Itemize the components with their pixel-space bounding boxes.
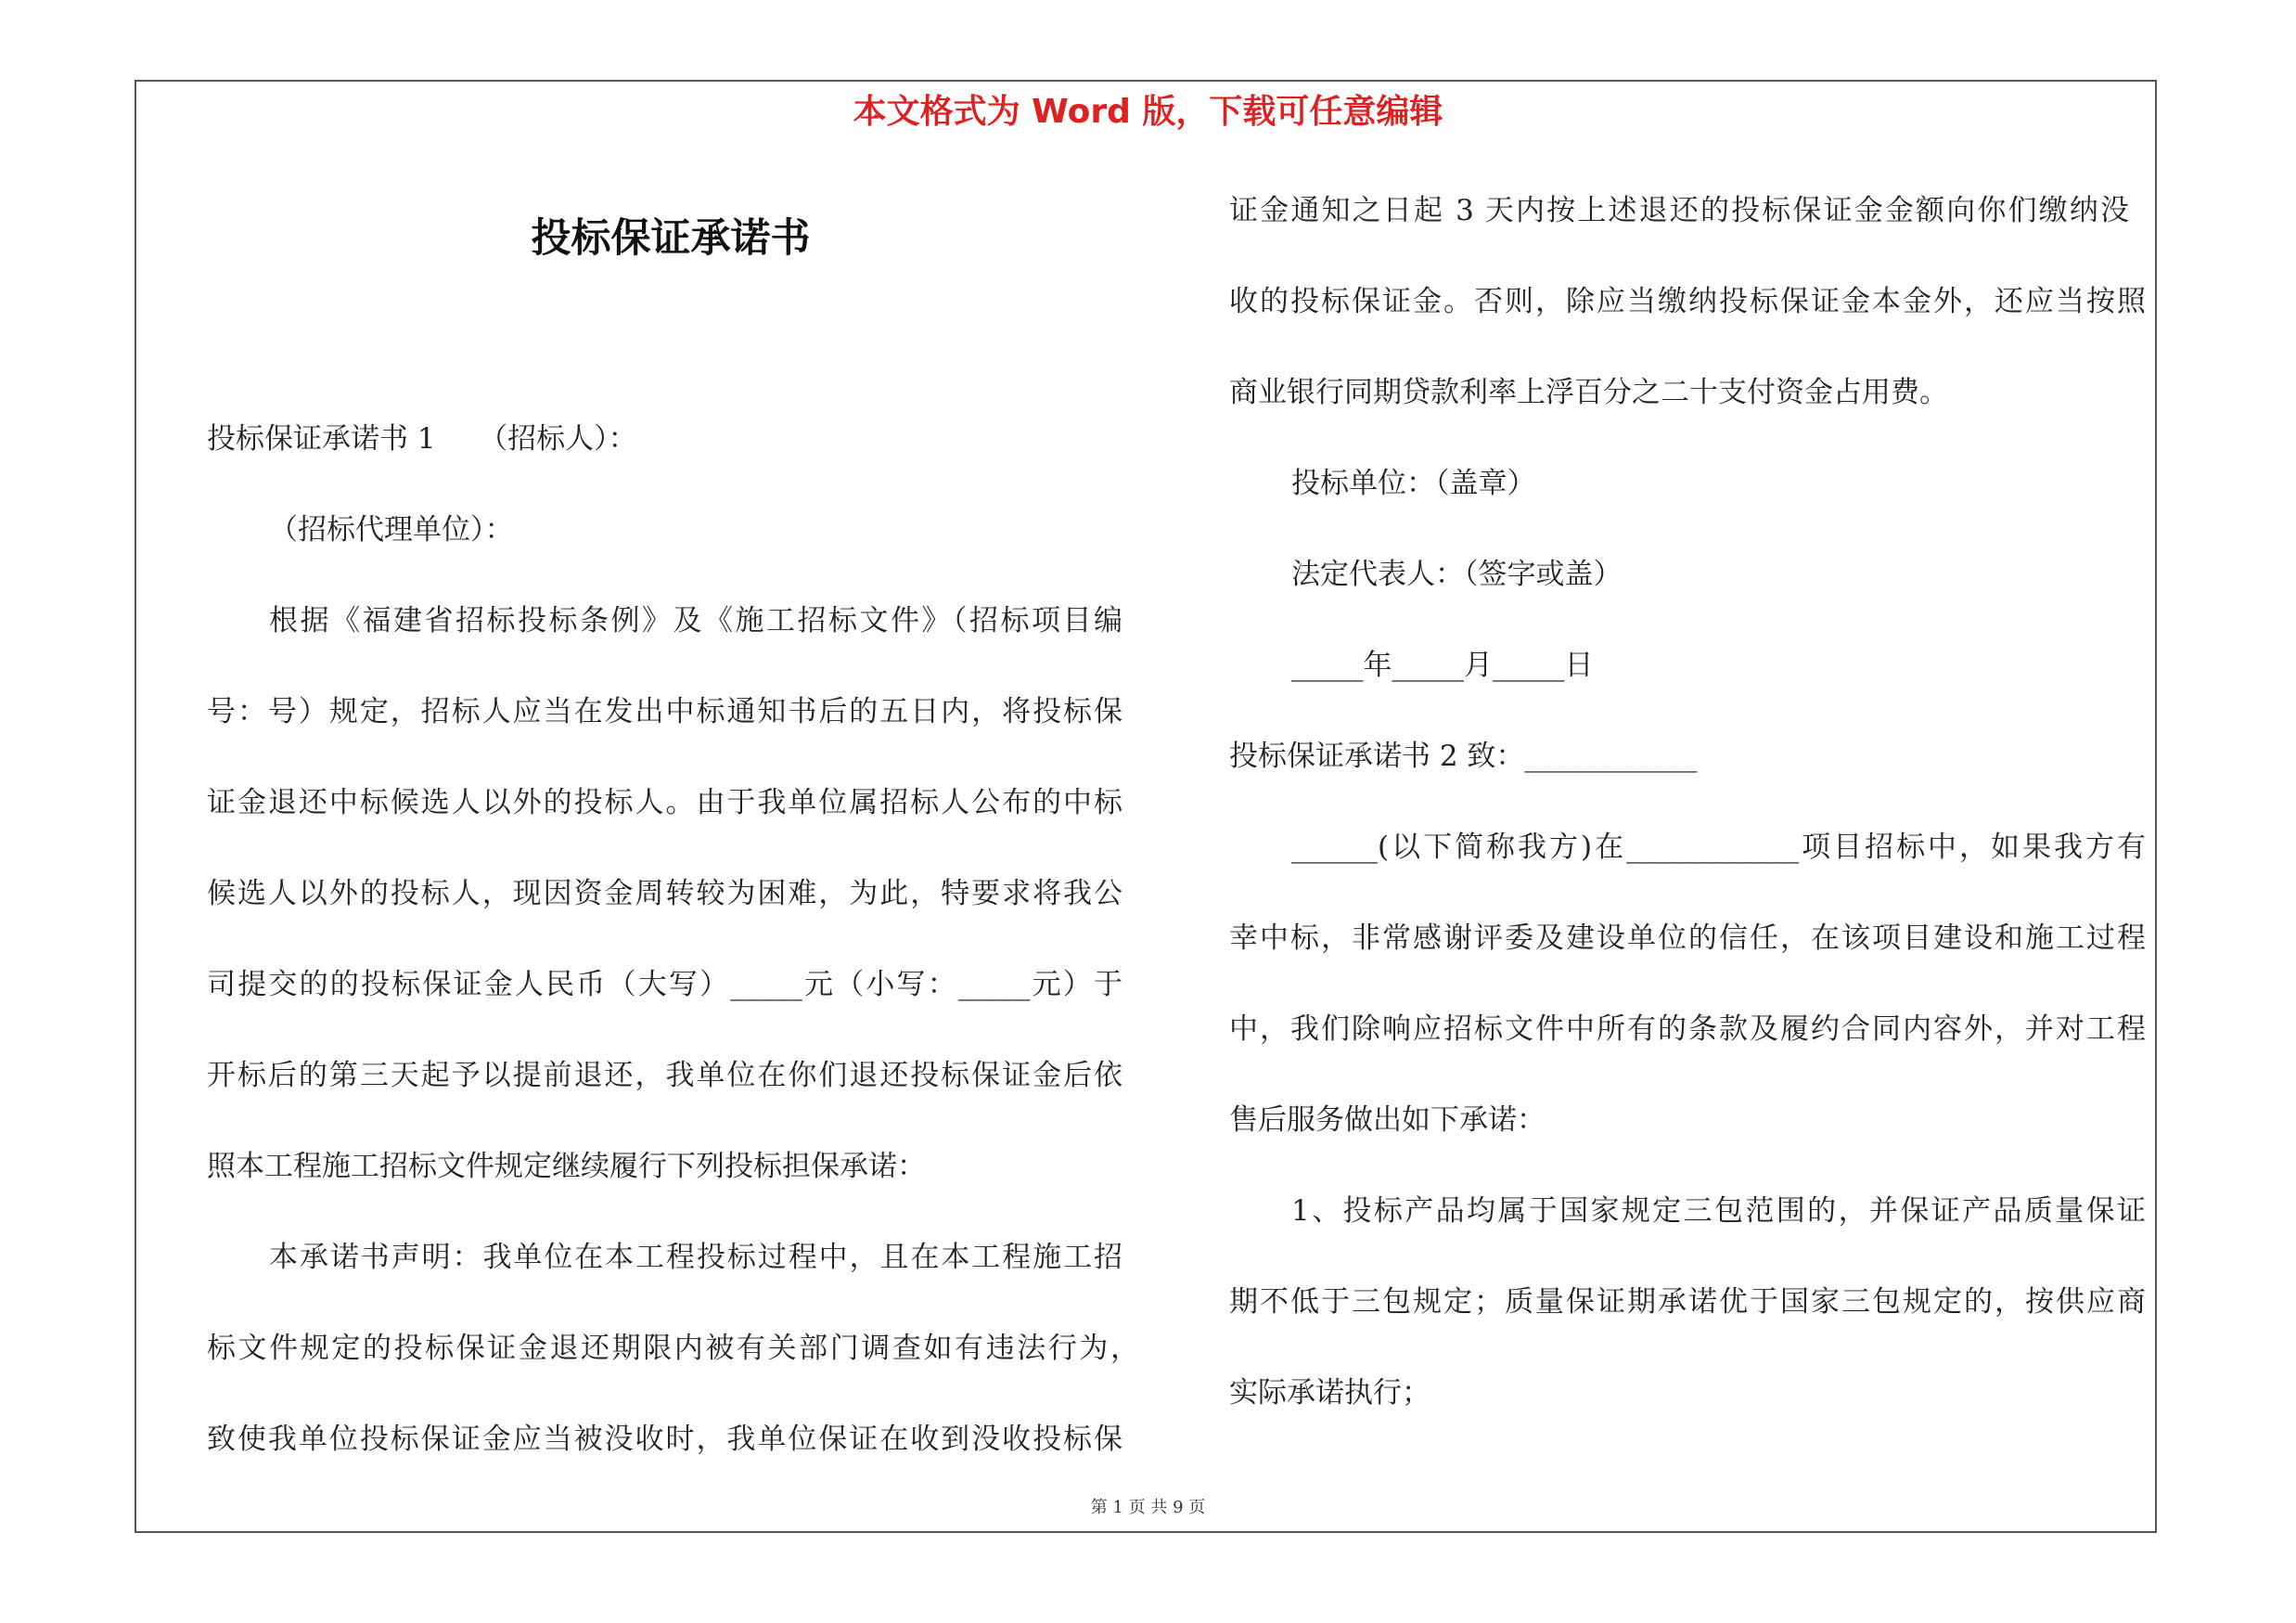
right-line-8: ______(以下简称我方)在____________项目招标中，如果我方有 xyxy=(1291,831,2146,864)
left-line-3: 根据《福建省招标投标条例》及《施工招标文件》（招标项目编 xyxy=(269,604,1122,638)
right-line-3: 商业银行同期贷款利率上浮百分之二十支付资金占用费。 xyxy=(1229,376,1948,409)
left-line-6: 候选人以外的投标人，现因资金周转较为困难，为此，特要求将我公 xyxy=(207,877,1122,910)
right-line-10: 中，我们除响应招标文件中所有的条款及履约合同内容外，并对工程 xyxy=(1229,1012,2146,1046)
left-line-10: 本承诺书声明：我单位在本工程投标过程中，且在本工程施工招 xyxy=(269,1241,1122,1274)
left-line-2: （招标代理单位）： xyxy=(269,513,514,547)
format-banner: 本文格式为 Word 版，下载可任意编辑 xyxy=(853,93,1443,131)
document-title: 投标保证承诺书 xyxy=(531,215,811,262)
page-footer: 第 1 页 共 9 页 xyxy=(1090,1498,1206,1517)
left-line-8: 开标后的第三天起予以提前退还，我单位在你们退还投标保证金后依 xyxy=(207,1059,1122,1092)
left-line-11: 标文件规定的投标保证金退还期限内被有关部门调查如有违法行为， xyxy=(207,1332,1139,1365)
right-line-13: 期不低于三包规定；质量保证期承诺优于国家三包规定的，按供应商 xyxy=(1229,1285,2146,1319)
right-line-5: 法定代表人：（签字或盖） xyxy=(1291,558,1623,591)
left-line-12: 致使我单位投标保证金应当被没收时，我单位保证在收到没收投标保 xyxy=(207,1423,1122,1456)
right-line-11: 售后服务做出如下承诺： xyxy=(1229,1103,1546,1137)
right-line-2: 收的投标保证金。否则，除应当缴纳投标保证金本金外，还应当按照 xyxy=(1229,285,2146,318)
left-line-4: 号：号）规定，招标人应当在发出中标通知书后的五日内，将投标保 xyxy=(207,695,1122,728)
right-line-12: 1、投标产品均属于国家规定三包范围的，并保证产品质量保证 xyxy=(1291,1194,2146,1228)
right-line-4: 投标单位：（盖章） xyxy=(1291,467,1536,500)
right-line-7: 投标保证承诺书 2 致：____________ xyxy=(1229,740,1698,773)
left-line-1: 投标保证承诺书 1 （招标人）： xyxy=(207,422,637,456)
right-line-9: 幸中标，非常感谢评委及建设单位的信任，在该项目建设和施工过程 xyxy=(1229,921,2146,955)
right-line-6: _____年_____月_____日 xyxy=(1291,649,1594,682)
left-line-9: 照本工程施工招标文件规定继续履行下列投标担保承诺： xyxy=(207,1150,926,1183)
left-line-7: 司提交的的投标保证金人民币（大写）_____元（小写：_____元）于 xyxy=(207,968,1122,1001)
right-line-1: 证金通知之日起 3 天内按上述退还的投标保证金金额向你们缴纳没 xyxy=(1229,194,2129,227)
left-line-5: 证金退还中标候选人以外的投标人。由于我单位属招标人公布的中标 xyxy=(207,786,1122,819)
right-line-14: 实际承诺执行； xyxy=(1229,1376,1430,1410)
